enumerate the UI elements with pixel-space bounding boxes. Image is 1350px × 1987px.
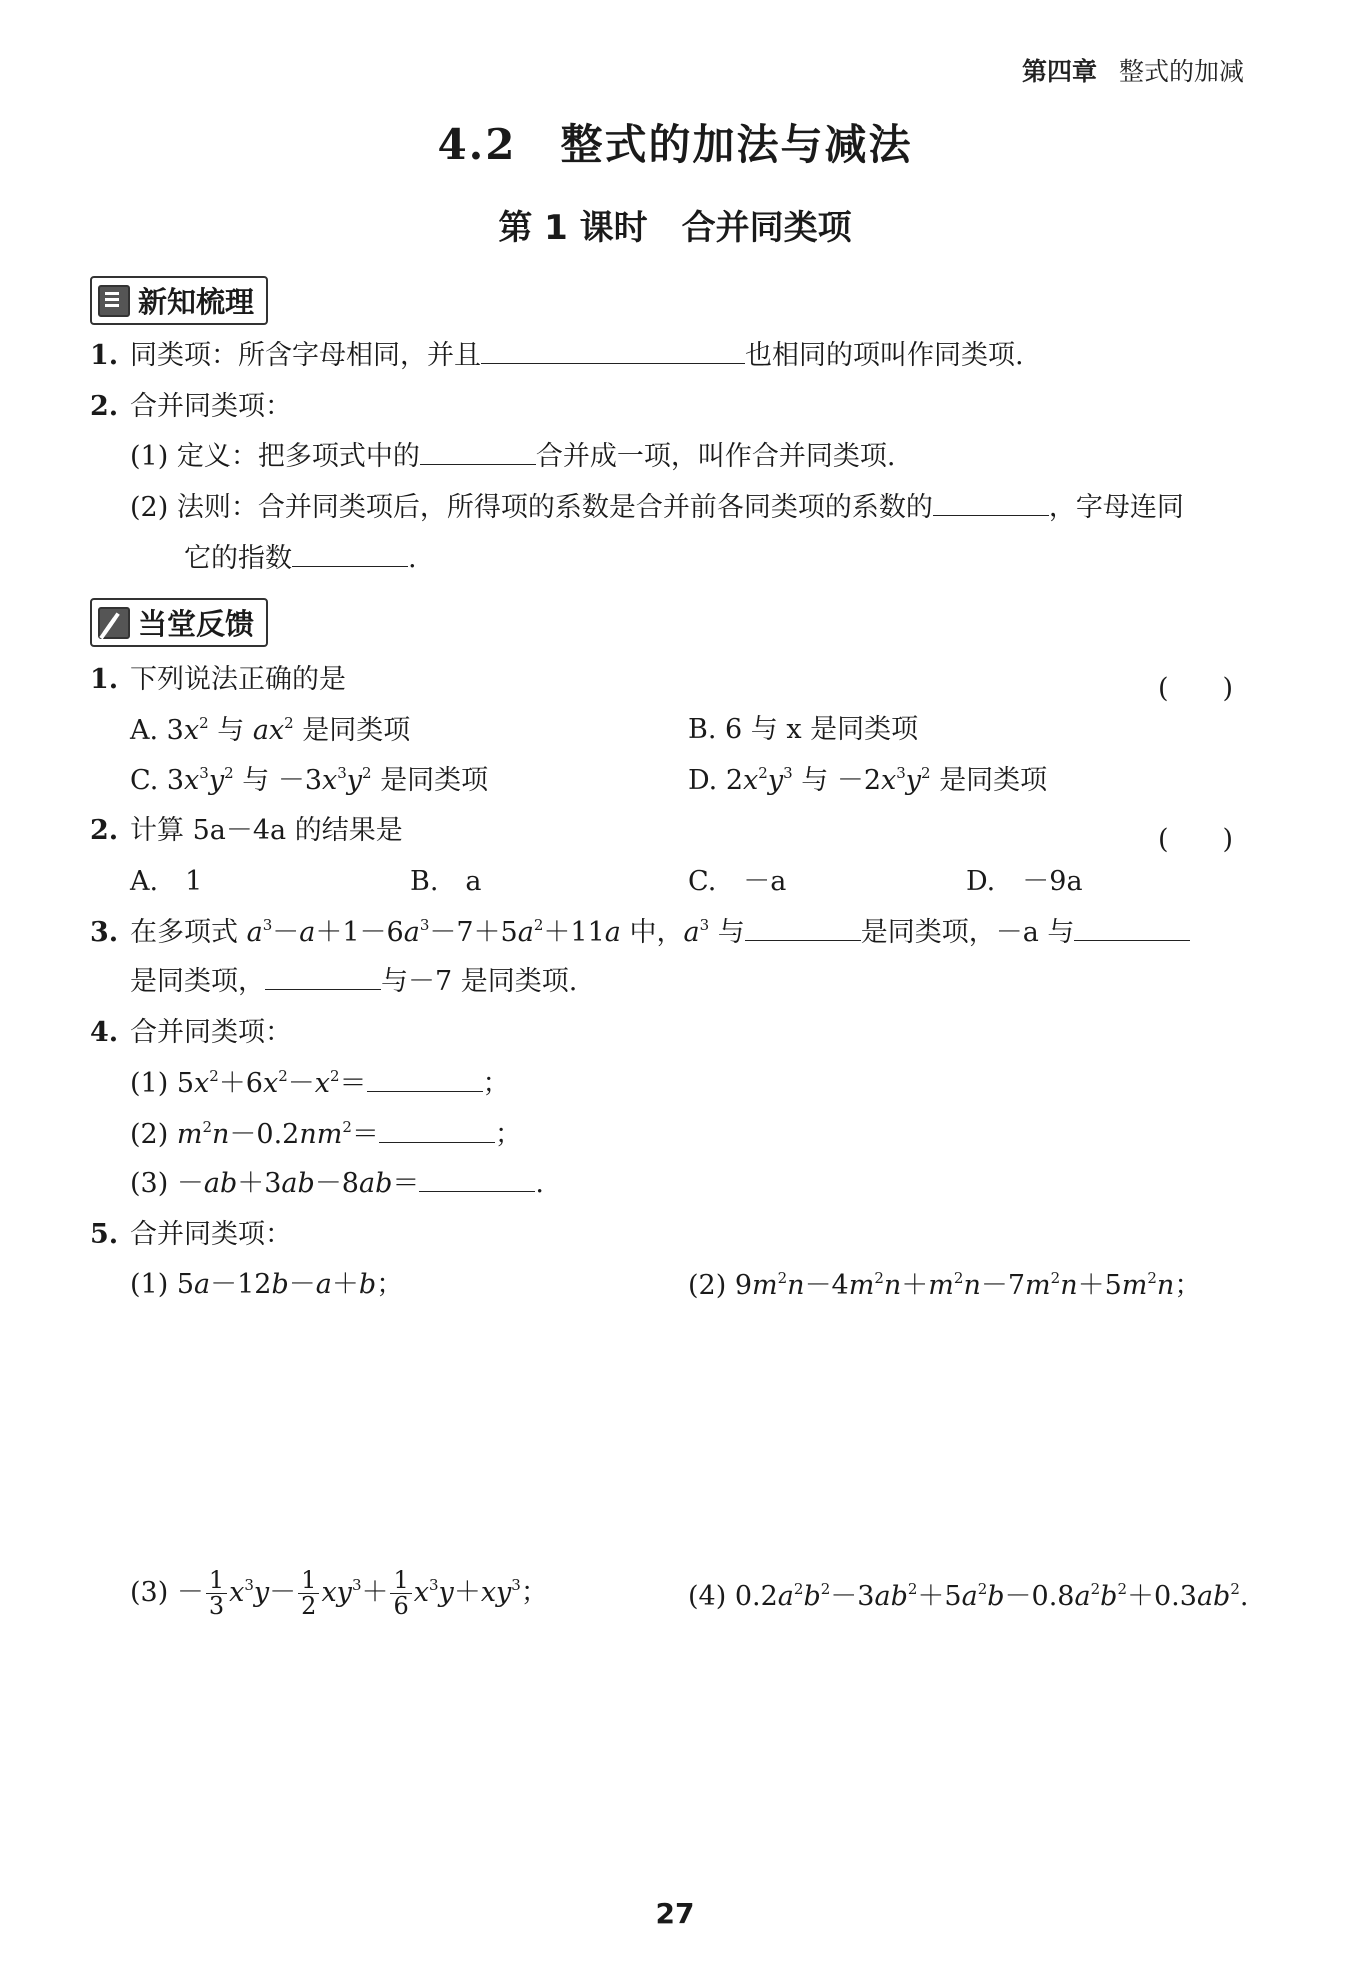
question-4-sub-3: (3) －ab＋3ab－8ab＝ . <box>130 1168 544 1199</box>
page-number: 27 <box>655 1897 695 1930</box>
option-2d: D. －9a <box>966 866 1083 897</box>
option-2a: A. 1 <box>130 866 203 897</box>
question-4: 4. 合并同类项： <box>90 1017 292 1048</box>
chapter-title: 整式的加减 <box>1118 57 1244 86</box>
answer-blank[interactable] <box>1074 939 1190 941</box>
mc-question-1: 1. 下列说法正确的是 <box>90 664 346 695</box>
answer-paren-1[interactable]: ( ) <box>1158 673 1234 704</box>
answer-blank[interactable] <box>379 1141 495 1143</box>
badge-label: 新知梳理 <box>138 285 255 319</box>
answer-blank[interactable] <box>367 1090 483 1092</box>
question-5-sub-3: (3) － $\frac{1}{3}$ $x^3y-$ $\frac{1}{2}$ $xy^3+$ $\frac{1}{6}$ $x^3y+xy^3$； <box>130 1566 548 1621</box>
question-5-sub-2: (2) $9m^2n-4m^2n+m^2n-7m^2n+5m^2n$； <box>688 1269 1202 1301</box>
lesson-title: 第 1 课时 合并同类项 <box>498 208 852 248</box>
question-2-sub-2-line2: 它的指数 . <box>184 543 417 574</box>
answer-paren-2[interactable]: ( ) <box>1158 824 1234 855</box>
answer-blank[interactable] <box>265 988 381 990</box>
option-1c: C. $3x^3y^2$ 与 $-3x^3y^2$ 是同类项 <box>130 764 489 796</box>
option-1a: A. $3x^2$ 与 $ax^2$ 是同类项 <box>130 714 411 746</box>
answer-blank[interactable] <box>933 514 1049 516</box>
section-title: 4.2 整式的加法与减法 <box>437 120 913 169</box>
answer-blank[interactable] <box>745 939 861 941</box>
option-1d: D. $2x^2y^3$ 与 $-2x^3y^2$ 是同类项 <box>688 764 1048 796</box>
question-1: 1. 同类项：所含字母相同，并且 也相同的项叫作同类项. <box>90 340 1024 371</box>
option-2c: C. －a <box>688 866 787 897</box>
option-1b: B. 6 与 x 是同类项 <box>688 714 919 745</box>
answer-blank[interactable] <box>420 463 536 465</box>
chapter-header <box>1022 52 1244 88</box>
question-5-sub-1: (1) 5a－12b－a＋b； <box>130 1269 404 1300</box>
pencil-icon <box>98 607 130 639</box>
option-2b: B. a <box>410 866 482 897</box>
question-4-sub-2: (2) $m^2n-0.2nm^2=$ ； <box>130 1118 522 1150</box>
badge-label: 当堂反馈 <box>138 607 255 641</box>
book-icon <box>98 285 130 317</box>
chapter-number: 第四章 <box>1021 57 1097 86</box>
question-2: 2. 合并同类项： <box>90 391 292 422</box>
question-2-sub-1: (1) 定义：把多项式中的 合并成一项，叫作合并同类项. <box>130 441 896 472</box>
fill-question-3-line2: 是同类项， 与－7 是同类项. <box>130 966 578 997</box>
section-badge-new-knowledge <box>90 276 268 325</box>
answer-blank[interactable] <box>292 565 408 567</box>
mc-question-2: 2. 计算 5a－4a 的结果是 <box>90 815 403 846</box>
section-badge-feedback <box>90 598 268 647</box>
question-5-sub-4: (4) $0.2a^2b^2-3ab^2+5a^2b-0.8a^2b^2+0.3ab^2$. <box>688 1580 1249 1612</box>
fill-question-3: 3. 在多项式 $a^3-a+1-6a^3-7+5a^2+11a$ 中，$a^3$ 与 是同类项，－a 与 <box>90 918 1190 946</box>
answer-blank[interactable] <box>481 362 745 364</box>
question-5: 5. 合并同类项： <box>90 1219 292 1250</box>
question-4-sub-1: (1) $5x^2+6x^2-x^2=$ ； <box>130 1067 510 1099</box>
question-2-sub-2: (2) 法则：合并同类项后，所得项的系数是合并前各同类项的系数的 ，字母连同 <box>130 492 1184 523</box>
answer-blank[interactable] <box>419 1190 535 1192</box>
